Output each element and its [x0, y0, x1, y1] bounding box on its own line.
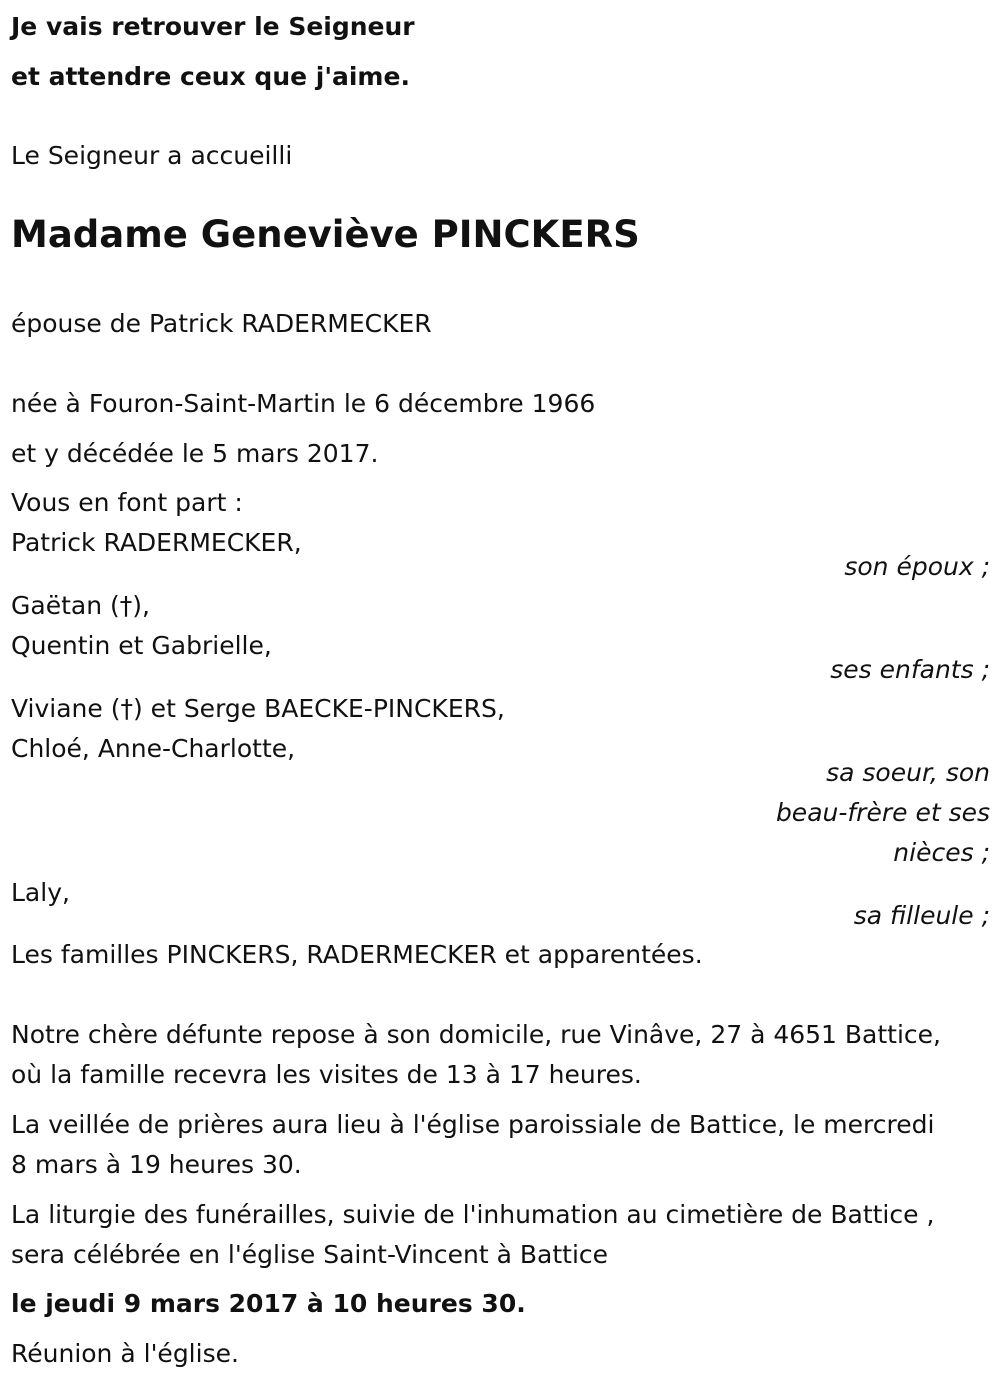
died-line: et y décédée le 5 mars 2017.: [11, 439, 379, 468]
announce-line: Vous en font part :: [11, 488, 243, 517]
family-sister-relation-1: sa soeur, son: [826, 758, 990, 787]
funeral-line-1: La liturgie des funérailles, suivie de l'inhumation au cimetière de Battice ,: [11, 1200, 935, 1229]
family-sister-2: Chloé, Anne-Charlotte,: [11, 734, 296, 763]
family-husband: Patrick RADERMECKER,: [11, 528, 302, 557]
family-goddaughter-relation: sa filleule ;: [853, 901, 990, 930]
deceased-name: Madame Geneviève PINCKERS: [11, 213, 640, 256]
family-sister-relation-3: nièces ;: [893, 838, 990, 867]
rest-line-1: Notre chère défunte repose à son domicile, rue Vinâve, 27 à 4651 Battice,: [11, 1020, 942, 1049]
intro-text: Le Seigneur a accueilli: [11, 141, 293, 170]
vigil-line-1: La veillée de prières aura lieu à l'église paroissiale de Battice, le mercredi: [11, 1110, 935, 1139]
family-goddaughter: Laly,: [11, 878, 70, 907]
family-child-1: Gaëtan (†),: [11, 591, 150, 620]
vigil-line-2: 8 mars à 19 heures 30.: [11, 1150, 302, 1179]
family-husband-relation: son époux ;: [844, 552, 990, 581]
family-child-2: Quentin et Gabrielle,: [11, 631, 272, 660]
family-children-relation: ses enfants ;: [830, 655, 990, 684]
rest-line-2: où la famille recevra les visites de 13 à 17 heures.: [11, 1060, 642, 1089]
family-sister-relation-2: beau-frère et ses: [775, 798, 990, 827]
born-line: née à Fouron-Saint-Martin le 6 décembre 1966: [11, 389, 596, 418]
family-extended: Les familles PINCKERS, RADERMECKER et apparentées.: [11, 940, 703, 969]
epigraph-line-1: Je vais retrouver le Seigneur: [11, 12, 415, 41]
meeting-line: Réunion à l'église.: [11, 1339, 239, 1368]
funeral-date: le jeudi 9 mars 2017 à 10 heures 30.: [11, 1289, 526, 1318]
funeral-line-2: sera célébrée en l'église Saint-Vincent à Battice: [11, 1240, 609, 1269]
spouse-line: épouse de Patrick RADERMECKER: [11, 309, 432, 338]
epigraph-line-2: et attendre ceux que j'aime.: [11, 62, 410, 91]
family-sister-1: Viviane (†) et Serge BAECKE-PINCKERS,: [11, 694, 505, 723]
